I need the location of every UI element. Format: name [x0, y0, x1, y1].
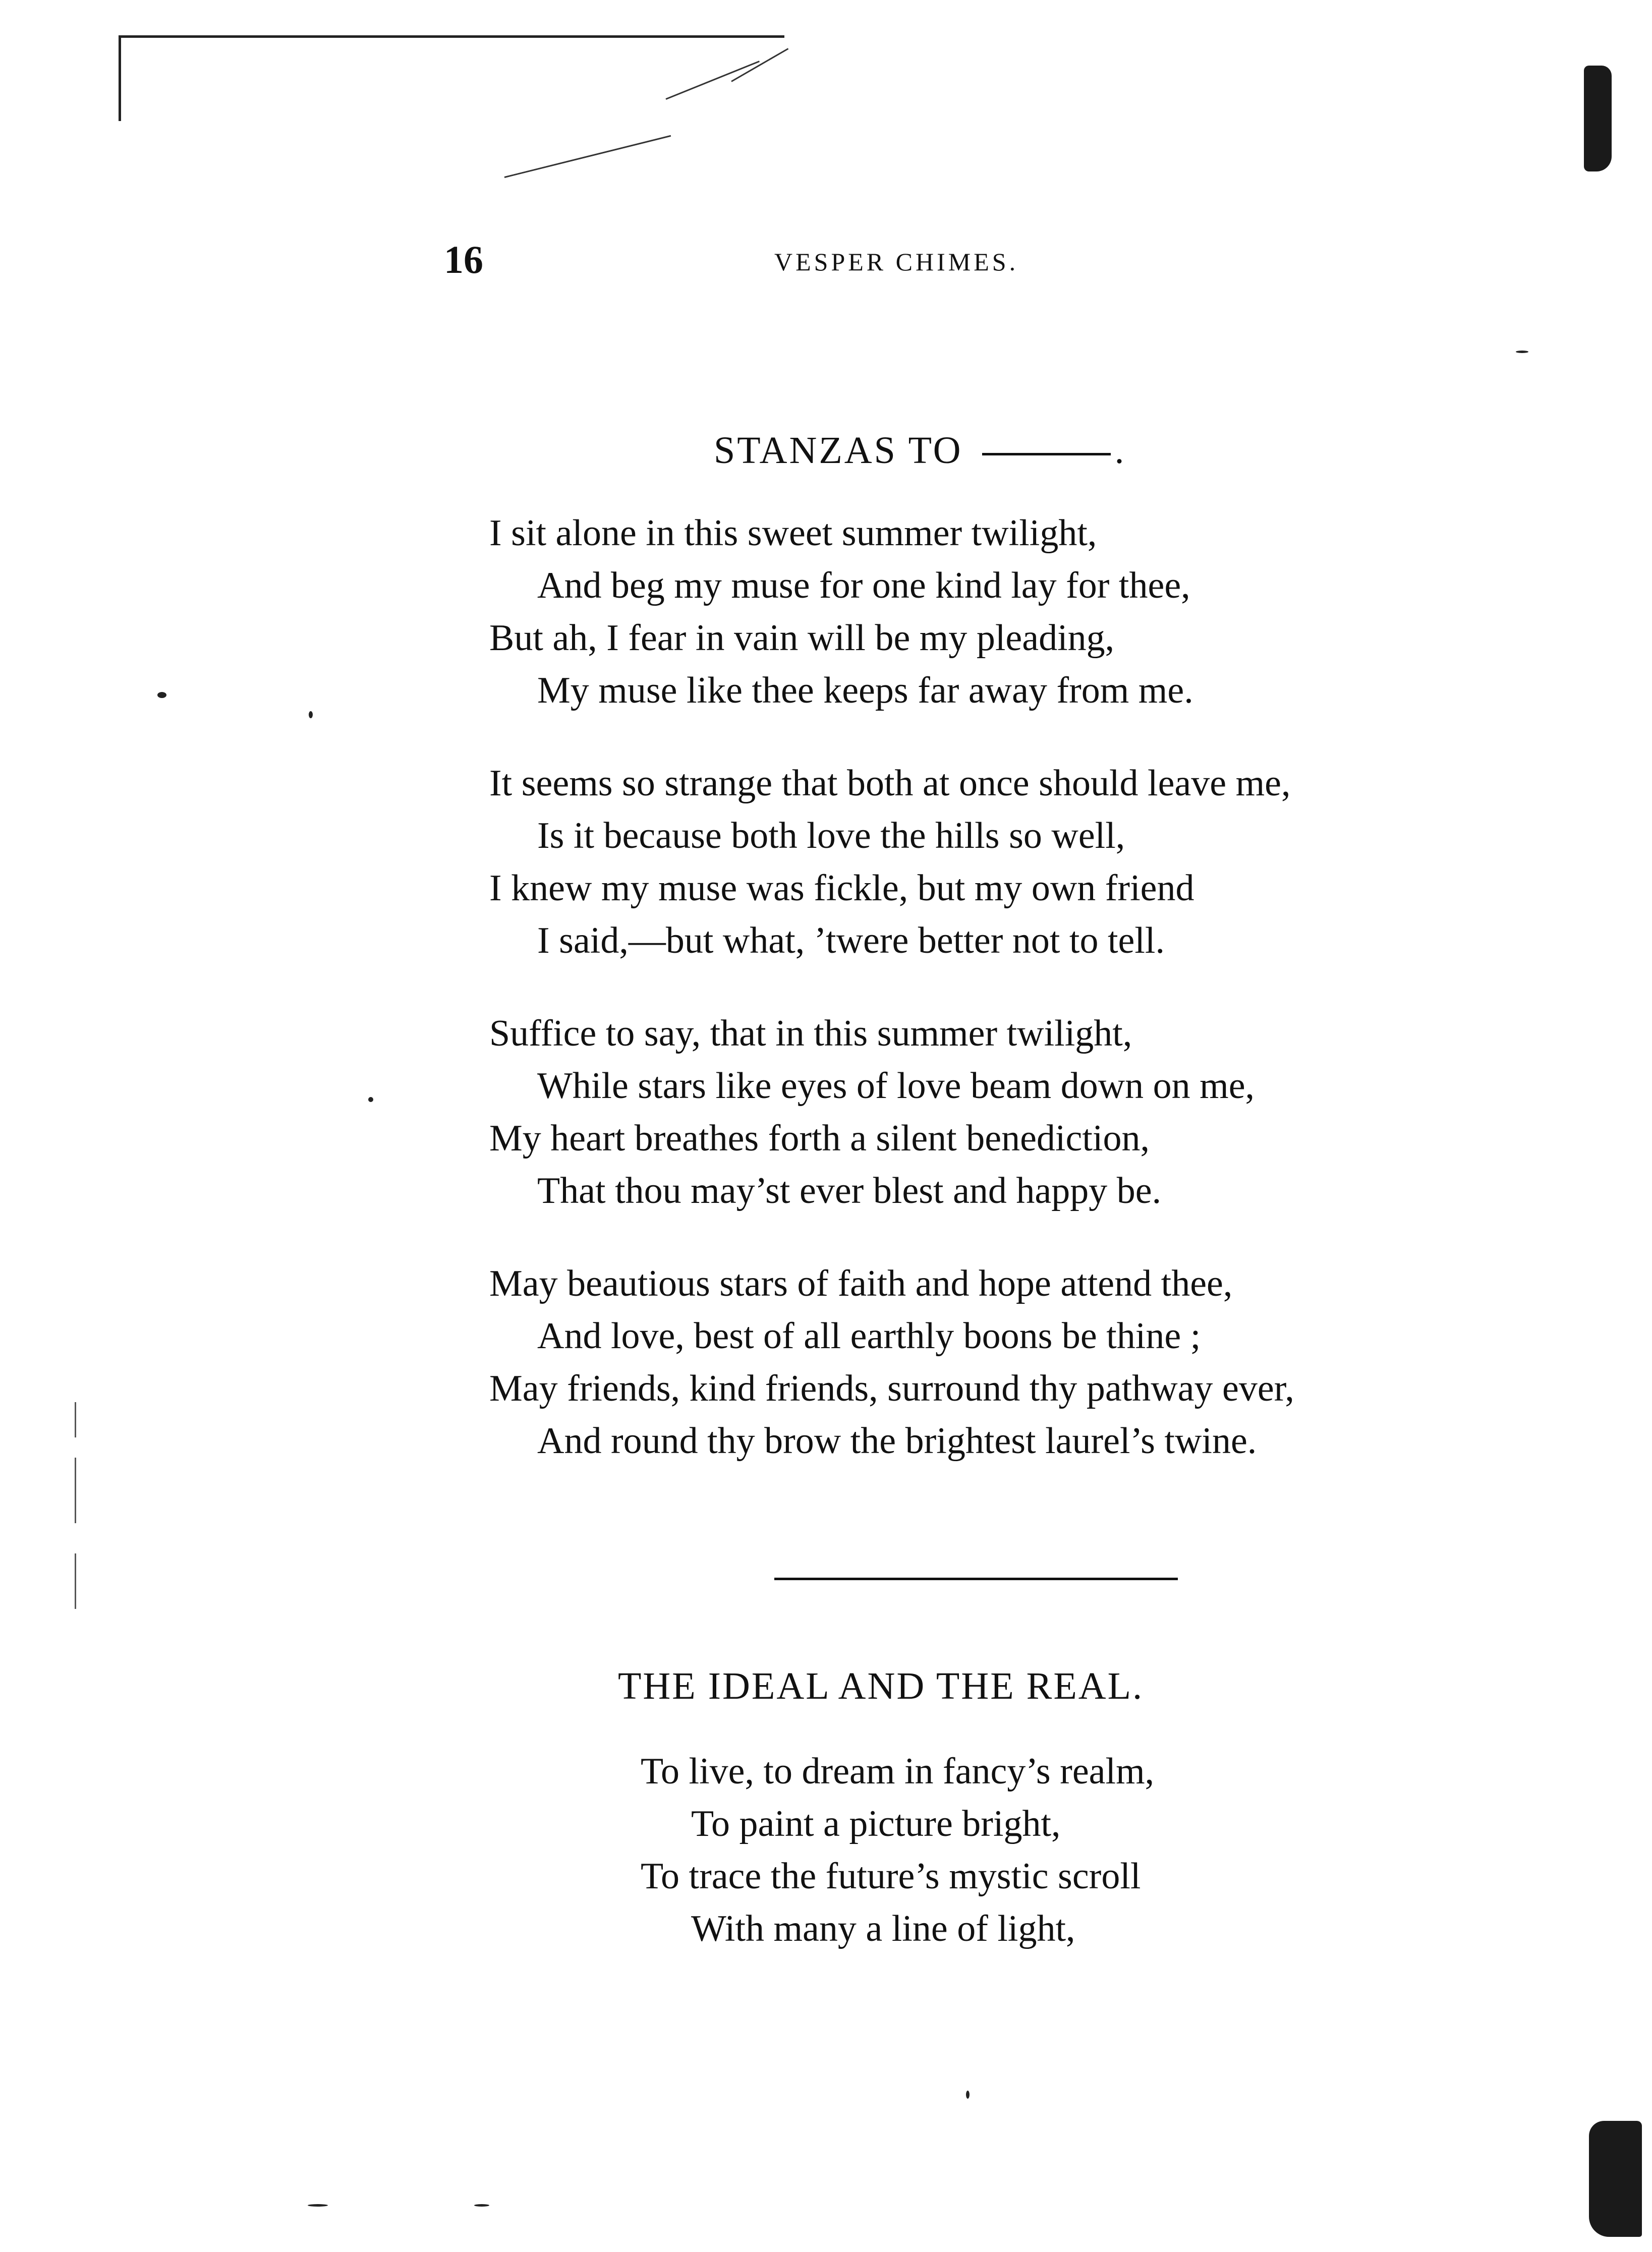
scan-speck	[308, 2204, 328, 2207]
scan-speck	[309, 711, 313, 718]
verse-line: To live, to dream in fancy’s realm,	[641, 1751, 1155, 1792]
stanza	[489, 757, 1294, 967]
verse-line: That thou may’st ever blest and happy be.	[537, 1170, 1162, 1211]
verse-line: And round thy brow the brightest laurel’s twine.	[537, 1420, 1257, 1462]
running-title: VESPER CHIMES.	[774, 248, 1019, 276]
scan-speck	[368, 1097, 373, 1102]
verse-line: But ah, I fear in vain will be my pleading,	[489, 617, 1115, 659]
poem-title-ideal-and-real: THE IDEAL AND THE REAL.	[618, 1665, 1144, 1707]
scan-speck	[1516, 351, 1528, 353]
verse-line: I said,—but what, ’twere better not to tell.	[537, 920, 1165, 961]
scan-smudge-top-right	[1584, 66, 1612, 171]
scan-margin-mark	[75, 1553, 76, 1609]
scan-margin-mark	[75, 1458, 76, 1523]
verse-line: To paint a picture bright,	[691, 1803, 1061, 1844]
poem-title-text: STANZAS TO	[714, 429, 963, 472]
scan-rule-top	[119, 35, 784, 38]
scan-streak	[665, 61, 760, 100]
verse-line: I sit alone in this sweet summer twilight,	[489, 512, 1097, 554]
scan-speck	[966, 2091, 970, 2099]
poem-ideal-and-real	[641, 1745, 1154, 1995]
verse-line: With many a line of light,	[691, 1908, 1075, 1949]
verse-line: It seems so strange that both at once should leave me,	[489, 763, 1291, 804]
verse-line: And love, best of all earthly boons be thine ;	[537, 1315, 1201, 1357]
verse-line: To trace the future’s mystic scroll	[641, 1856, 1141, 1897]
verse-line: Suffice to say, that in this summer twilight,	[489, 1013, 1132, 1054]
running-head	[0, 237, 1652, 281]
verse-line: I knew my muse was fickle, but my own friend	[489, 868, 1194, 909]
stanza	[641, 1745, 1154, 1955]
scan-streak	[504, 135, 671, 178]
verse-line: And beg my muse for one kind lay for thee,	[537, 565, 1190, 606]
scan-margin-mark	[75, 1402, 76, 1437]
verse-line: Is it because both love the hills so well,	[537, 815, 1125, 856]
scan-speck	[157, 692, 166, 698]
verse-line: While stars like eyes of love beam down on me,	[537, 1065, 1255, 1107]
stanza	[489, 1007, 1294, 1217]
verse-line: May beautious stars of faith and hope attend thee,	[489, 1263, 1233, 1304]
verse-line: May friends, kind friends, surround thy pathway ever,	[489, 1368, 1294, 1409]
verse-line: My muse like thee keeps far away from me.	[537, 670, 1193, 711]
scan-streak	[731, 48, 788, 82]
title-blank-dash	[982, 453, 1111, 455]
poem-stanzas-to	[489, 507, 1294, 1508]
section-divider	[774, 1578, 1178, 1580]
poem-title-end: .	[1114, 429, 1126, 472]
scan-speck	[474, 2204, 489, 2207]
page-number: 16	[444, 238, 483, 281]
scan-rule-left	[119, 35, 121, 121]
scan-smudge-bottom-right	[1589, 2121, 1642, 2237]
stanza	[489, 1257, 1294, 1467]
poem-title-stanzas	[714, 429, 1126, 473]
verse-line: My heart breathes forth a silent benediction,	[489, 1118, 1150, 1159]
stanza	[489, 507, 1294, 717]
